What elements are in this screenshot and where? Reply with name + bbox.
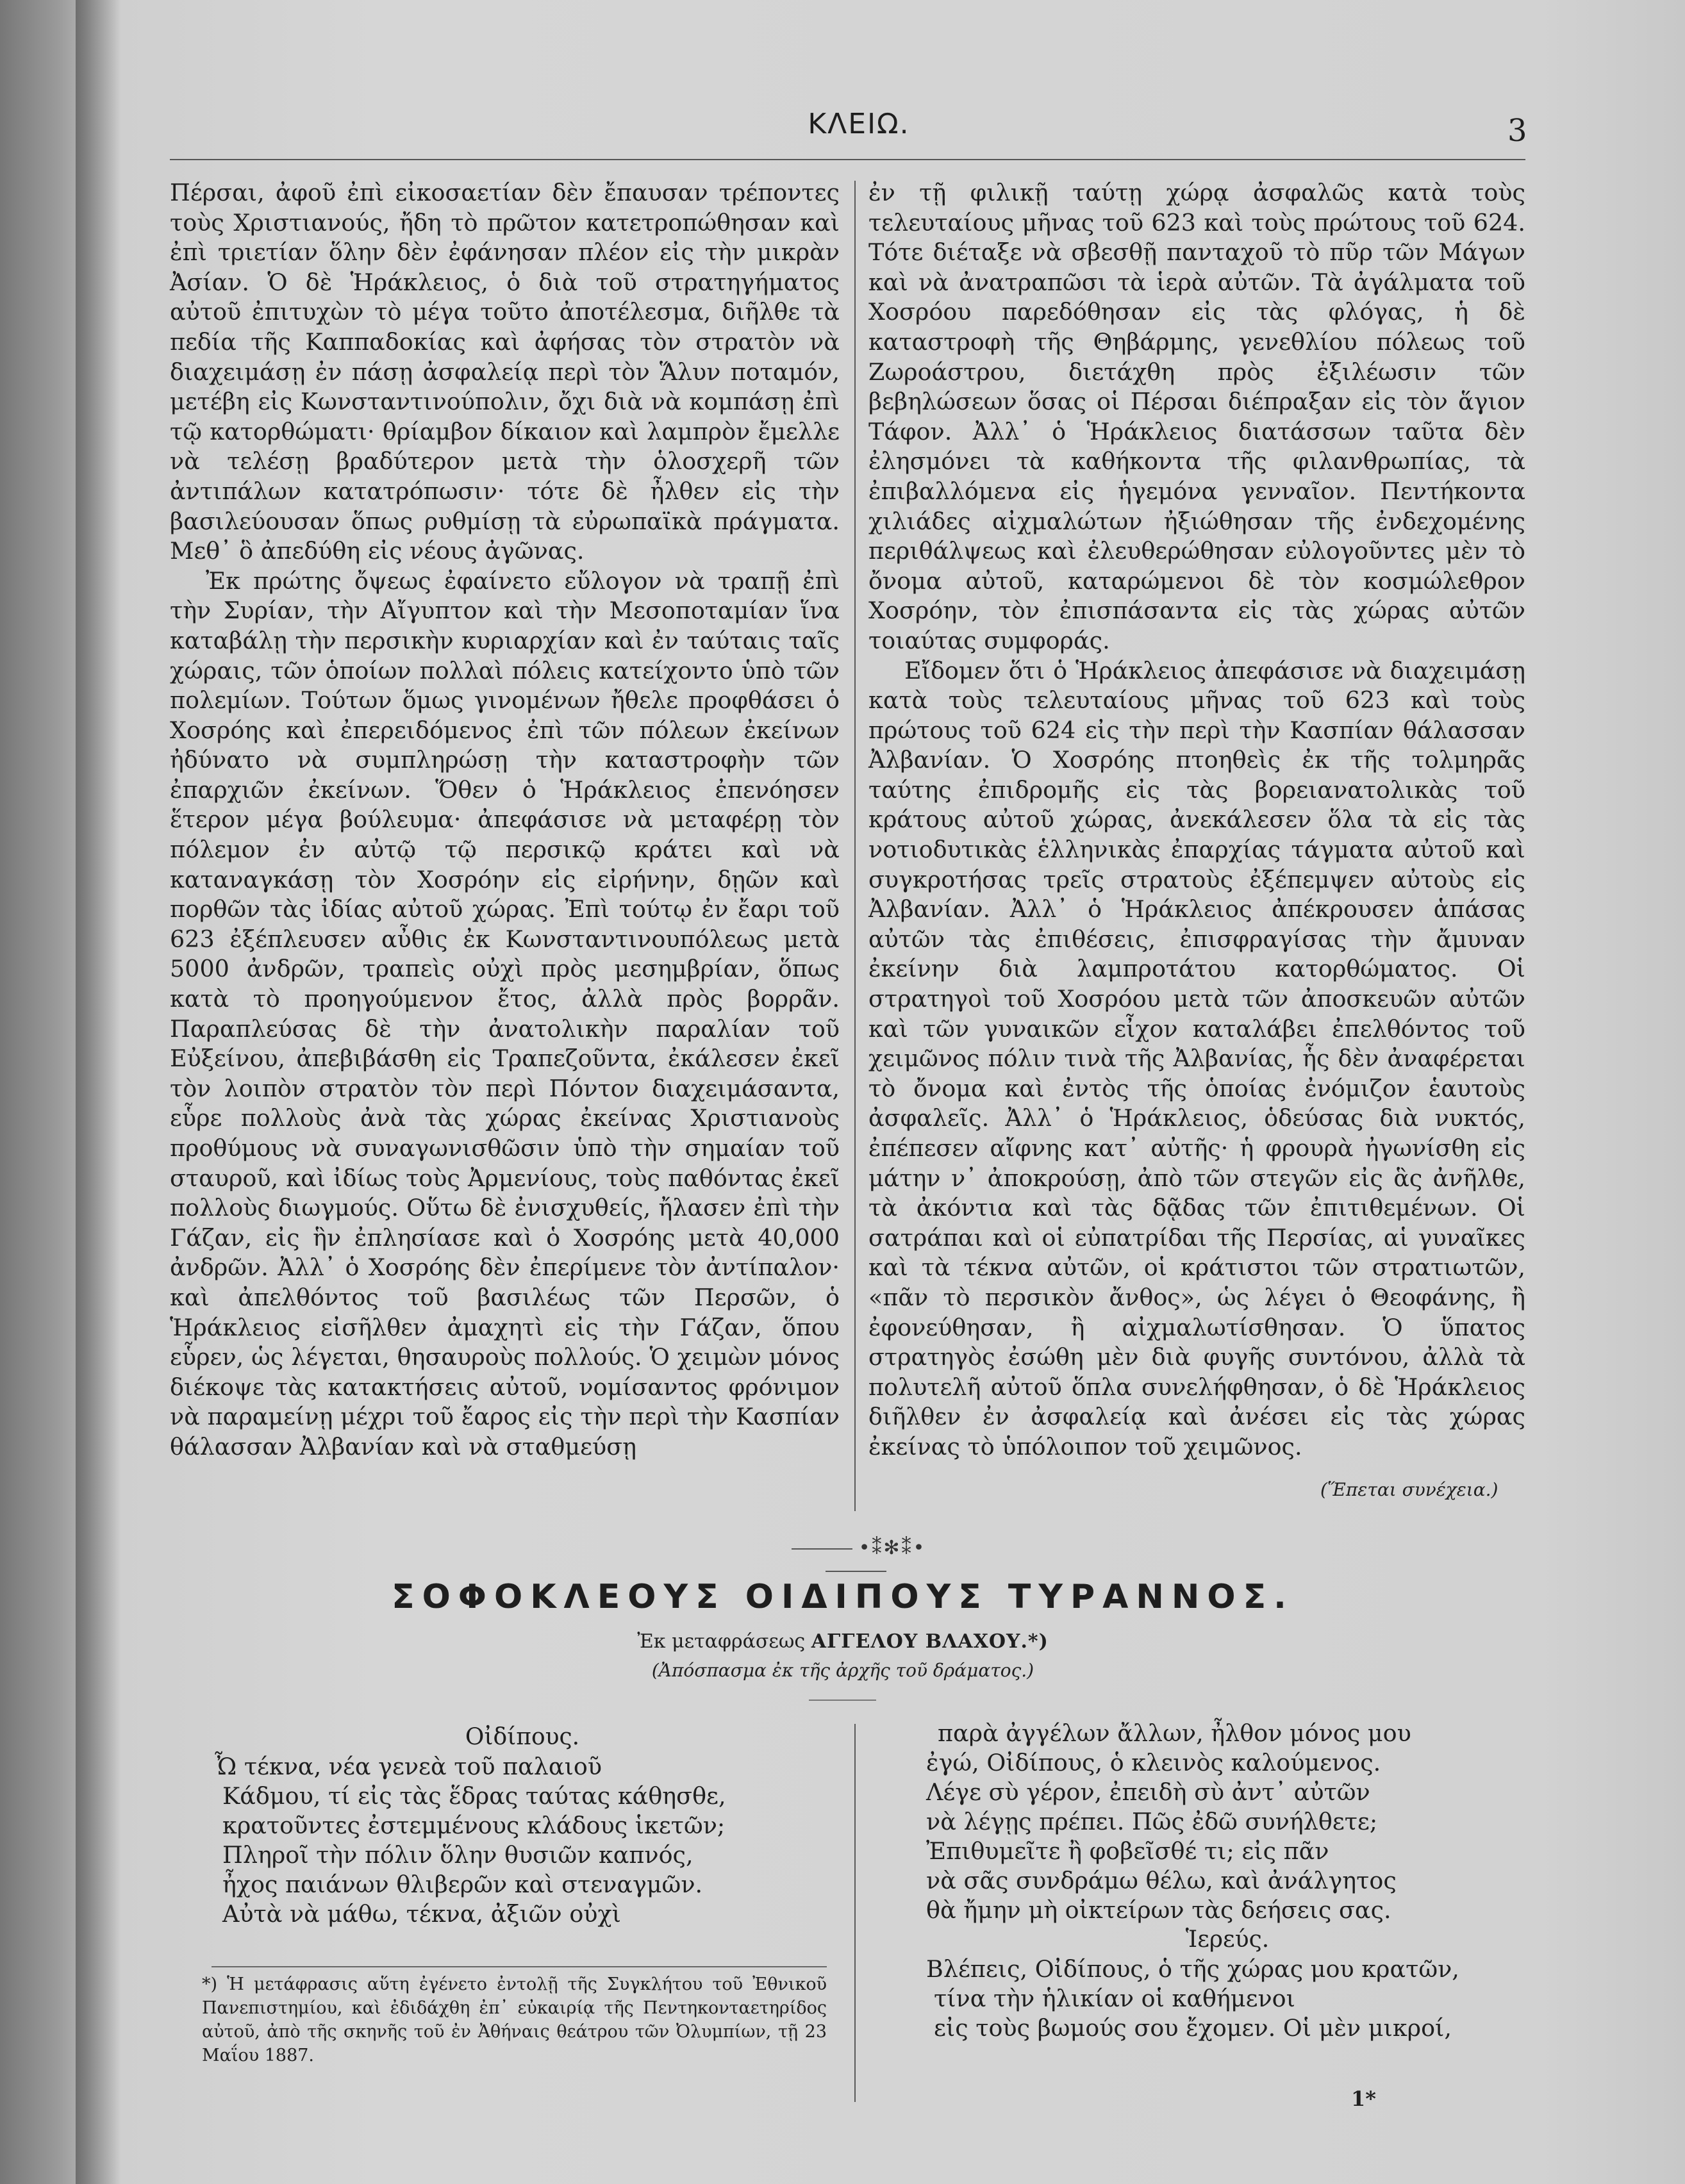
verse-line: κρατοῦντες ἐστεμμένους κλάδους ἱκετῶν; xyxy=(222,1812,726,1839)
article-paragraph: Ἐκ πρώτης ὄψεως ἐφαίνετο εὔλογον νὰ τραπῇ ἐπὶ τὴν Συρίαν, τὴν Αἴγυπτον καὶ τὴν Μεσοποταμίαν ἵνα καταβάλῃ τὴν περσικὴν κυριαρχίαν καὶ ἐν ταύταις ταῖς χώραις, τῶν ὁποίων πολλαὶ πόλεις κατείχοντο ὑπὸ τῶν πολεμίων. Τούτων ὅμως γινομένων ἤθελε προφθάσει ὁ Χοσρόης καὶ ἐπερειδόμενος ἐπὶ τῶν πόλεων ἐκείνων ἠδύνατο νὰ συμπληρώσῃ τὴν καταστροφὴν τῶν ἐπαρχιῶν ἐκείνων. Ὅθεν ὁ Ἡράκλειος ἐπενόησεν ἕτερον μέγα βούλευμα· ἀπεφάσισε νὰ μεταφέρῃ τὸν πόλεμον ἐν αὐτῷ τῷ περσικῷ κράτει καὶ νὰ καταναγκάσῃ τὸν Χοσρόην εἰς εἰρήνην, δῃῶν καὶ πορθῶν τὰς ἰδίας αὐτοῦ χώρας. Ἐπὶ τούτῳ ἐν ἔαρι τοῦ 623 ἐξέπλευσεν αὖθις ἐκ Κωνσταντινουπόλεως μετὰ 5000 ἀνδρῶν, τραπεὶς οὐχὶ πρὸς μεσημβρίαν, ὅπως κατὰ τὸ προηγούμενον ἔτος, ἀλλὰ πρὸς βορρᾶν. Παραπλεύσας δὲ τὴν ἀνατολικὴν παραλίαν τοῦ Εὐξείνου, ἀπεβιβάσθη εἰς Τραπεζοῦντα, ἐκάλεσεν ἐκεῖ τὸν λοιπὸν στρατὸν τὸν περὶ Πόντον διαχειμάσαντα, εὗρε πολλοὺς ἀνὰ τὰς χώρας ἐκείνας Χριστιανοὺς προθύμους νὰ συναγωνισθῶσιν ὑπὸ τὴν σημαίαν τοῦ σταυροῦ, καὶ ἰδίως τοὺς Ἀρμενίους, τοὺς παθόντας ἐκεῖ πολλοὺς διωγμούς. Οὕτω δὲ ἐνισχυθείς, ἤλασεν ἐπὶ τὴν Γάζαν, εἰς ἣν ἐπλησίασε καὶ ὁ Χοσρόης μετὰ 40,000 ἀνδρῶν. Ἀλλ᾽ ὁ Χοσρόης δὲν ἐπερίμενε τὸν ἀντίπαλον· καὶ ἀπελθόντος τοῦ βασιλέως τῶν Περσῶν, ὁ Ἡράκλειος εἰσῆλθεν ἀμαχητὶ εἰς τὴν Γάζαν, ὅπου εὗρεν, ὡς λέγεται, θησαυροὺς πολλούς. Ὁ χειμὼν μόνος διέκοψε τὰς κατακτήσεις αὐτοῦ, νομίσαντος φρόνιμον νὰ παραμείνῃ μέχρι τοῦ ἔαρος εἰς τὴν περὶ τὴν Κασπίαν θάλασσαν Ἀλβανίαν καὶ νὰ σταθμεύσῃ xyxy=(170,567,840,1460)
verse-line: Αὐτὰ νὰ μάθω, τέκνα, ἀξιῶν οὐχὶ xyxy=(222,1900,621,1928)
section-ornament: •⁑✻⁑• xyxy=(753,1537,958,1582)
speaker-name: Οἰδίπους. xyxy=(465,1724,580,1750)
verse-line: νὰ σᾶς συνδράμω θέλω, καὶ ἀνάλγητος xyxy=(926,1867,1397,1894)
verse-column-right xyxy=(926,1719,1529,2043)
article-paragraph: Πέρσαι, ἀφοῦ ἐπὶ εἰκοσαετίαν δὲν ἔπαυσαν τρέποντες τοὺς Χριστιανούς, ἤδη τὸ πρῶτον κατετροπώθησαν καὶ ἐπὶ τριετίαν ὅλην δὲν ἐφάνησαν πλέον εἰς τὴν μικρὰν Ἀσίαν. Ὁ δὲ Ἡράκλειος, ὁ διὰ τοῦ στρατηγήματος αὐτοῦ ἐπιτυχὼν τὸ μέγα τοῦτο ἀποτέλεσμα, διῆλθε τὰ πεδία τῆς Καππαδοκίας καὶ ἀφήσας τὸν στρατὸν νὰ διαχειμάσῃ ἐν πάσῃ ἀσφαλείᾳ περὶ τὸν Ἅλυν ποταμόν, μετέβη εἰς Κωνσταντινούπολιν, ὄχι διὰ νὰ κομπάσῃ ἐπὶ τῷ κατορθώματι· θρίαμβον δίκαιον καὶ λαμπρὸν ἔμελλε νὰ τελέσῃ βραδύτερον μετὰ τὴν ὁλοσχερῆ τῶν ἀντιπάλων κατατρόπωσιν· τότε δὲ ἦλθεν εἰς τὴν βασιλεύουσαν ὅπως ρυθμίσῃ τὰ εὐρωπαϊκὰ πράγματα. Μεθ᾽ ὃ ἀπεδύθη εἰς νέους ἀγῶνας. xyxy=(170,179,840,565)
verse-line: Κάδμου, τί εἰς τὰς ἕδρας ταύτας κάθησθε, xyxy=(222,1782,726,1810)
verse-line: εἰς τοὺς βωμούς σου ἔχομεν. Οἱ μὲν μικροί, xyxy=(934,2014,1452,2042)
translator-line xyxy=(577,1630,1109,1653)
translator-name: ΑΓΓΕΛΟΥ ΒΛΑΧΟΥ.*) xyxy=(811,1630,1049,1653)
play-title: ΣΟΦΟΚΛΕΟΥΣ ΟΙΔΙΠΟΥΣ ΤΥΡΑΝΝΟΣ. xyxy=(392,1578,1294,1616)
small-rule xyxy=(809,1700,876,1701)
footnote: *) Ἡ μετάφρασις αὕτη ἐγένετο ἐντολῇ τῆς Συγκλήτου τοῦ Ἐθνικοῦ Πανεπιστημίου, καὶ ἐδιδάχθη ἐπ᾽ εὐκαιρίᾳ τῆς Πεντηκονταετηρίδος αὐτοῦ, ἀπὸ τῆς σκηνῆς τοῦ ἐν Ἀθήναις θεάτρου τῶν Ὀλυμπίων, τῇ 23 Μαΐου 1887. xyxy=(202,1974,827,2065)
verse-line: νὰ λέγῃς πρέπει. Πῶς ἐδῶ συνήλθετε; xyxy=(926,1808,1378,1835)
translator-prefix: Ἐκ μεταφράσεως xyxy=(637,1630,806,1653)
article-column-left xyxy=(170,178,840,1462)
verse-line: Ἐπιθυμεῖτε ἢ φοβεῖσθέ τι; εἰς πᾶν xyxy=(926,1837,1329,1865)
speaker-name: Ἱερεύς. xyxy=(1185,1926,1270,1953)
verse-line: Πληροῖ τὴν πόλιν ὅλην θυσιῶν καπνός, xyxy=(222,1841,693,1869)
verse-line: ἐγώ, Οἰδίπους, ὁ κλεινὸς καλούμενος. xyxy=(926,1749,1381,1776)
verse-line: τίνα τὴν ἡλικίαν οἱ καθήμενοι xyxy=(934,1985,1295,2012)
footnote-rule xyxy=(212,1966,827,1967)
verse-line: θὰ ἤμην μὴ οἰκτείρων τὰς δεήσεις σας. xyxy=(926,1896,1391,1924)
column-divider xyxy=(854,181,856,1511)
verse-column-divider xyxy=(854,1724,856,2102)
page-number: 3 xyxy=(1507,113,1527,149)
verse-line: ἦχος παιάνων θλιβερῶν καὶ στεναγμῶν. xyxy=(222,1871,703,1898)
verse-line: Βλέπεις, Οἰδίπους, ὁ τῆς χώρας μου κρατῶν, xyxy=(926,1955,1459,1983)
article-column-right xyxy=(868,178,1525,1462)
excerpt-note: (Ἀπόσπασμα ἐκ τῆς ἀρχῆς τοῦ δράματος.) xyxy=(651,1660,1034,1681)
verse-line: Λέγε σὺ γέρον, ἐπειδὴ σὺ ἀντ᾽ αὐτῶν xyxy=(926,1778,1370,1806)
verse-line: Ὦ τέκνα, νέα γενεὰ τοῦ παλαιοῦ xyxy=(215,1753,602,1780)
verse-line: παρὰ ἀγγέλων ἄλλων, ἦλθον μόνος μου xyxy=(938,1719,1411,1747)
article-paragraph: ἐν τῇ φιλικῇ ταύτῃ χώρᾳ ἀσφαλῶς κατὰ τοὺς τελευταίους μῆνας τοῦ 623 καὶ τοὺς πρώτους τοῦ 624. Τότε διέταξε νὰ σβεσθῇ πανταχοῦ τὸ πῦρ τῶν Μάγων καὶ νὰ ἀνατραπῶσι τὰ ἱερὰ αὐτῶν. Τὰ ἀγάλματα τοῦ Χοσρόου παρεδόθησαν εἰς τὰς φλόγας, ἡ δὲ καταστροφὴ τῆς Θηβάρμης, γενεθλίου πόλεως τοῦ Ζωροάστρου, διετάχθη πρὸς ἐξιλέωσιν τῶν βεβηλώσεων ὅσας οἱ Πέρσαι διέπραξαν εἰς τὸν ἅγιον Τάφον. Ἀλλ᾽ ὁ Ἡράκλειος διατάσσων ταῦτα δὲν ἐλησμόνει τὰ καθήκοντα τῆς φιλανθρωπίας, τὰ ἐπιβαλλόμενα εἰς ἡγεμόνα γενναῖον. Πεντήκοντα χιλιάδες αἰχμαλώτων ἠξιώθησαν τῆς ἐνδεχομένης περιθάλψεως καὶ ἐλευθερώθησαν εὐλογοῦντες μὲν τὸ ὄνομα αὐτοῦ, καταρώμενοι δὲ τὸν κοσμώλεθρον Χοσρόην, τὸν ἐπισπάσαντα εἰς τὰς χώρας αὐτῶν τοιαύτας συμφοράς. xyxy=(868,179,1525,654)
article-paragraph: Εἴδομεν ὅτι ὁ Ἡράκλειος ἀπεφάσισε νὰ διαχειμάσῃ κατὰ τοὺς τελευταίους μῆνας τοῦ 623 καὶ τοὺς πρώτους τοῦ 624 εἰς τὴν περὶ τὴν Κασπίαν θάλασσαν Ἀλβανίαν. Ὁ Χοσρόης πτοηθεὶς ἐκ τῆς τολμηρᾶς ταύτης ἐπιδρομῆς εἰς τὰς βορειανατολικὰς τοῦ κράτους αὐτοῦ χώρας, ἀνεκάλεσεν ὅλα τὰ εἰς τὰς νοτιοδυτικὰς ἑλληνικὰς ἐπαρχίας τάγματα αὐτοῦ καὶ συγκροτήσας τρεῖς στρατοὺς ἐξέπεμψεν αὐτοὺς εἰς Ἀλβανίαν. Ἀλλ᾽ ὁ Ἡράκλειος ἀπέκρουσεν ἁπάσας αὐτῶν τὰς ἐπιθέσεις, ἐπισφραγίσας τὴν ἄμυναν ἐκείνην διὰ λαμπροτάτου κατορθώματος. Οἱ στρατηγοὶ τοῦ Χοσρόου μετὰ τῶν ἀποσκευῶν αὐτῶν καὶ τῶν γυναικῶν εἶχον καταλάβει ἐπελθόντος τοῦ χειμῶνος πόλιν τινὰ τῆς Ἀλβανίας, ἧς δὲν ἀναφέρεται τὸ ὄνομα καὶ ἐντὸς τῆς ὁποίας ἐνόμιζον ἑαυτοὺς ἀσφαλεῖς. Ἀλλ᾽ ὁ Ἡράκλειος, ὁδεύσας διὰ νυκτός, ἐπέπεσεν αἴφνης κατ᾽ αὐτῆς· ἡ φρουρὰ ἠγωνίσθη εἰς μάτην ν᾽ ἀποκρούσῃ, ἀπὸ τῶν στεγῶν εἰς ἃς ἀνῆλθε, τὰ ἀκόντια καὶ τὰς δᾷδας τῶν ἐπιτιθεμένων. Οἱ σατράπαι καὶ οἱ εὐπατρίδαι τῆς Περσίας, αἱ γυναῖκες καὶ τὰ τέκνα αὐτῶν, οἱ κράτιστοι τῶν στρατιωτῶν, «πᾶν τὸ περσικὸν ἄνθος», ὡς λέγει ὁ Θεοφάνης, ἢ ἐφονεύθησαν, ἢ αἰχμαλωτίσθησαν. Ὁ ὕπατος στρατηγὸς ἐσώθη μὲν διὰ φυγῆς συντόνου, ἀλλὰ τὰ πολυτελῆ αὐτοῦ ὅπλα συνελήφθησαν, ὁ δὲ Ἡράκλειος διῆλθεν ἐν ἀσφαλείᾳ καὶ ἀνέσει εἰς τὰς χώρας ἐκείνας τὸ ὑπόλοιπον τοῦ χειμῶνος. xyxy=(868,656,1525,1460)
binding-shadow xyxy=(76,0,120,2184)
verse-column-left xyxy=(215,1723,830,1929)
continued-note: (Ἕπεται συνέχεια.) xyxy=(1320,1479,1498,1500)
header-rule xyxy=(170,159,1525,160)
signature-mark: 1* xyxy=(1351,2087,1376,2111)
journal-title: ΚΛΕΙΩ. xyxy=(808,108,910,140)
